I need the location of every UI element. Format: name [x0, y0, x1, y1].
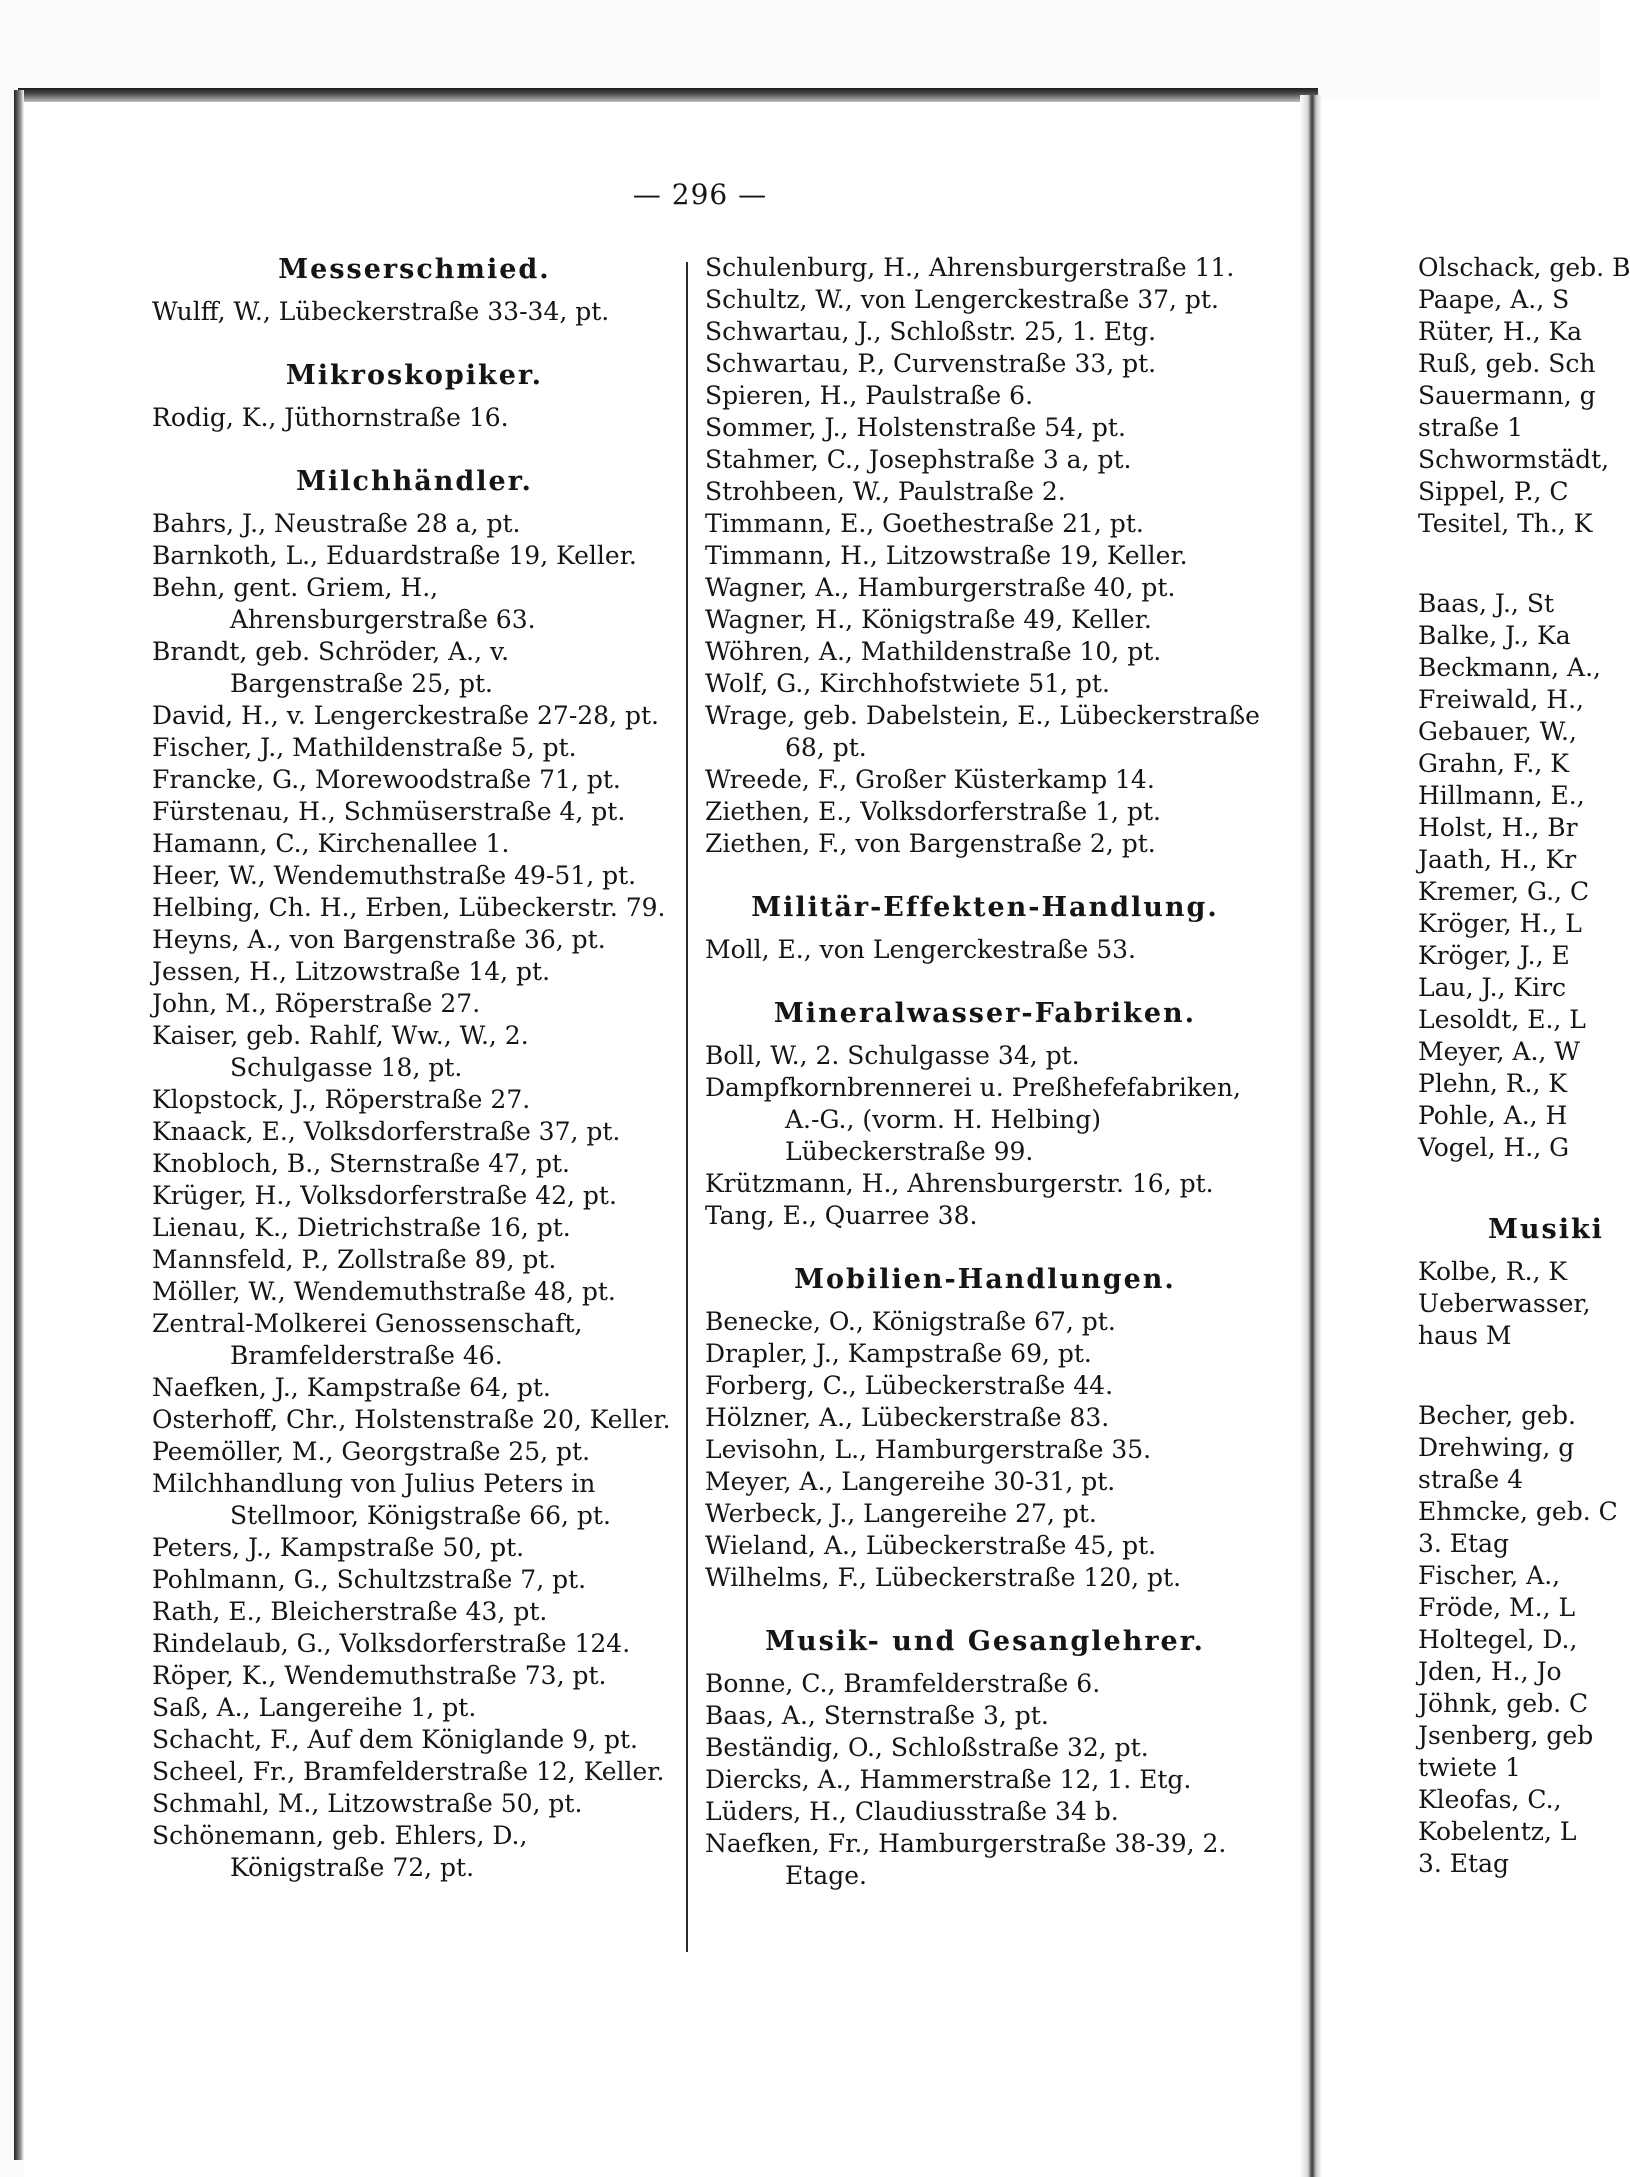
directory-entry: Wreede, F., Großer Küsterkamp 14.: [705, 765, 1155, 794]
directory-section: [705, 996, 1265, 1232]
directory-entry: Ziethen, E., Volksdorferstraße 1, pt.: [705, 797, 1161, 826]
section-heading: Milchhändler.: [296, 466, 533, 497]
directory-entry: Holtegel, D.,: [1418, 1625, 1578, 1654]
directory-entry: Klopstock, J., Röperstraße 27.: [152, 1085, 531, 1114]
directory-entry: Grahn, F., K: [1418, 749, 1569, 778]
directory-entry: Ziethen, F., von Bargenstraße 2, pt.: [705, 829, 1156, 858]
directory-entry: Timmann, E., Goethestraße 21, pt.: [705, 509, 1144, 538]
book-gutter: [1300, 95, 1322, 2177]
directory-entry: Meyer, A., Langereihe 30-31, pt.: [705, 1467, 1116, 1496]
directory-entry: Bonne, C., Bramfelderstraße 6.: [705, 1669, 1101, 1698]
directory-entry: Hölzner, A., Lübeckerstraße 83.: [705, 1403, 1110, 1432]
directory-entry: John, M., Röperstraße 27.: [152, 989, 481, 1018]
directory-entry: Wolf, G., Kirchhofstwiete 51, pt.: [705, 669, 1110, 698]
directory-entry: Rüter, H., Ka: [1418, 317, 1583, 346]
middle-column: [705, 252, 1265, 1892]
directory-entry: Schwartau, J., Schloßstr. 25, 1. Etg.: [705, 317, 1157, 346]
directory-entry: Jden, H., Jo: [1418, 1657, 1562, 1686]
directory-entry: Pohle, A., H: [1418, 1101, 1568, 1130]
directory-entry: twiete 1: [1418, 1753, 1521, 1782]
directory-entry: Schulenburg, H., Ahrensburgerstraße 11.: [705, 253, 1235, 282]
directory-entry: Levisohn, L., Hamburgerstraße 35.: [705, 1435, 1152, 1464]
directory-entry: Krüger, H., Volksdorferstraße 42, pt.: [152, 1181, 617, 1210]
directory-entry: Moll, E., von Lengerckestraße 53.: [705, 935, 1136, 964]
directory-entry: Schultz, W., von Lengerckestraße 37, pt.: [705, 285, 1219, 314]
directory-section: [1418, 588, 1600, 1164]
directory-entry: Lienau, K., Dietrichstraße 16, pt.: [152, 1213, 571, 1242]
directory-entry: Diercks, A., Hammerstraße 12, 1. Etg.: [705, 1765, 1192, 1794]
directory-entry: Sauermann, g: [1418, 381, 1596, 410]
directory-entry: Lesoldt, E., L: [1418, 1005, 1586, 1034]
directory-entry: Dampfkornbrennerei u. Preßhefefabriken, A.-G., (vorm. H. Helbing) Lübeckerstraße 99.: [705, 1073, 1241, 1166]
directory-entry: Pohlmann, G., Schultzstraße 7, pt.: [152, 1565, 587, 1594]
directory-entry: Fürstenau, H., Schmüserstraße 4, pt.: [152, 797, 626, 826]
directory-entry: Ehmcke, geb. C: [1418, 1497, 1618, 1526]
directory-entry: Jessen, H., Litzowstraße 14, pt.: [152, 957, 551, 986]
directory-section: [705, 890, 1265, 966]
section-heading: Mobilien-Handlungen.: [794, 1264, 1176, 1295]
directory-entry: Gebauer, W.,: [1418, 717, 1577, 746]
directory-entry: Freiwald, H.,: [1418, 685, 1584, 714]
directory-entry: Knobloch, B., Sternstraße 47, pt.: [152, 1149, 570, 1178]
directory-entry: Jaath, H., Kr: [1418, 845, 1577, 874]
directory-entry: Fischer, J., Mathildenstraße 5, pt.: [152, 733, 577, 762]
directory-entry: Kremer, G., C: [1418, 877, 1590, 906]
directory-section: [705, 1262, 1265, 1594]
directory-entry: Fischer, A.,: [1418, 1561, 1561, 1590]
directory-entry: Lau, J., Kirc: [1418, 973, 1567, 1002]
section-heading: Musiki: [1488, 1214, 1604, 1245]
directory-entry: Helbing, Ch. H., Erben, Lübeckerstr. 79.: [152, 893, 666, 922]
directory-entry: Wrage, geb. Dabelstein, E., Lübeckerstraße 68, pt.: [705, 701, 1260, 762]
directory-entry: Bahrs, J., Neustraße 28 a, pt.: [152, 509, 521, 538]
directory-entry: Plehn, R., K: [1418, 1069, 1568, 1098]
directory-entry: Werbeck, J., Langereihe 27, pt.: [705, 1499, 1097, 1528]
directory-entry: Tang, E., Quarree 38.: [705, 1201, 978, 1230]
directory-entry: Paape, A., S: [1418, 285, 1570, 314]
directory-entry: Wagner, H., Königstraße 49, Keller.: [705, 605, 1152, 634]
directory-entry: Tesitel, Th., K: [1418, 509, 1593, 538]
directory-entry: Becher, geb.: [1418, 1401, 1576, 1430]
directory-entry: Naefken, J., Kampstraße 64, pt.: [152, 1373, 551, 1402]
directory-entry: Wilhelms, F., Lübeckerstraße 120, pt.: [705, 1563, 1182, 1592]
directory-entry: Naefken, Fr., Hamburgerstraße 38-39, 2. Etage.: [705, 1829, 1227, 1890]
directory-entry: Schwartau, P., Curvenstraße 33, pt.: [705, 349, 1157, 378]
directory-entry: Sippel, P., C: [1418, 477, 1569, 506]
directory-entry: Sommer, J., Holstenstraße 54, pt.: [705, 413, 1126, 442]
directory-entry: Mannsfeld, P., Zollstraße 89, pt.: [152, 1245, 557, 1274]
directory-entry: Stahmer, C., Josephstraße 3 a, pt.: [705, 445, 1132, 474]
directory-entry: Wieland, A., Lübeckerstraße 45, pt.: [705, 1531, 1157, 1560]
directory-entry: Baas, A., Sternstraße 3, pt.: [705, 1701, 1049, 1730]
directory-entry: Rindelaub, G., Volksdorferstraße 124.: [152, 1629, 631, 1658]
directory-entry: Holst, H., Br: [1418, 813, 1578, 842]
page-number: — 296 —: [632, 178, 768, 211]
directory-entry: Beckmann, A.,: [1418, 653, 1601, 682]
directory-section: [152, 464, 677, 1884]
directory-entry: Fröde, M., L: [1418, 1593, 1576, 1622]
directory-section: [705, 252, 1265, 860]
right-page-fragment-column: [1418, 252, 1630, 1880]
directory-entry: Spieren, H., Paulstraße 6.: [705, 381, 1034, 410]
directory-entry: Peemöller, M., Georgstraße 25, pt.: [152, 1437, 591, 1466]
directory-entry: Lüders, H., Claudiusstraße 34 b.: [705, 1797, 1119, 1826]
directory-entry: Kobelentz, L: [1418, 1817, 1577, 1846]
directory-entry: Benecke, O., Königstraße 67, pt.: [705, 1307, 1116, 1336]
directory-entry: straße 1: [1418, 413, 1524, 442]
directory-entry: Brandt, geb. Schröder, A., v. Bargenstraße 25, pt.: [152, 637, 510, 698]
directory-entry: Schacht, F., Auf dem Königlande 9, pt.: [152, 1725, 638, 1754]
directory-entry: Olschack, geb. B: [1418, 253, 1630, 282]
directory-entry: Barnkoth, L., Eduardstraße 19, Keller.: [152, 541, 637, 570]
directory-entry: Heyns, A., von Bargenstraße 36, pt.: [152, 925, 606, 954]
directory-entry: Meyer, A., W: [1418, 1037, 1580, 1066]
section-heading: Musik- und Gesanglehrer.: [765, 1626, 1205, 1657]
column-divider: [686, 262, 688, 1952]
directory-entry: Kolbe, R., K: [1418, 1257, 1568, 1286]
directory-entry: Wulff, W., Lübeckerstraße 33-34, pt.: [152, 297, 610, 326]
directory-entry: Peters, J., Kampstraße 50, pt.: [152, 1533, 525, 1562]
directory-entry: 3. Etag: [1418, 1849, 1510, 1878]
directory-entry: Hillmann, E.,: [1418, 781, 1585, 810]
directory-section: [1418, 252, 1630, 540]
directory-entry: Rath, E., Bleicherstraße 43, pt.: [152, 1597, 548, 1626]
directory-entry: Schwormstädt,: [1418, 445, 1610, 474]
directory-entry: Knaack, E., Volksdorferstraße 37, pt.: [152, 1117, 621, 1146]
section-heading: Militär-Effekten-Handlung.: [751, 892, 1219, 923]
directory-section: [1418, 1212, 1604, 1352]
directory-section: [1418, 1400, 1618, 1880]
directory-entry: 3. Etag: [1418, 1529, 1510, 1558]
directory-entry: Kleofas, C.,: [1418, 1785, 1562, 1814]
section-heading: Messerschmied.: [278, 254, 551, 285]
directory-entry: Heer, W., Wendemuthstraße 49-51, pt.: [152, 861, 637, 890]
directory-entry: Scheel, Fr., Bramfelderstraße 12, Keller.: [152, 1757, 665, 1786]
directory-entry: Schönemann, geb. Ehlers, D., Königstraße 72, pt.: [152, 1821, 528, 1882]
directory-entry: Drehwing, g: [1418, 1433, 1575, 1462]
directory-entry: Rodig, K., Jüthornstraße 16.: [152, 403, 509, 432]
directory-entry: Saß, A., Langereihe 1, pt.: [152, 1693, 477, 1722]
directory-entry: David, H., v. Lengerckestraße 27-28, pt.: [152, 701, 659, 730]
directory-entry: straße 4: [1418, 1465, 1524, 1494]
directory-entry: Ueberwasser,: [1418, 1289, 1591, 1318]
directory-entry: Möller, W., Wendemuthstraße 48, pt.: [152, 1277, 616, 1306]
directory-entry: Zentral-Molkerei Genossenschaft, Bramfelderstraße 46.: [152, 1309, 583, 1370]
directory-entry: Vogel, H., G: [1418, 1133, 1570, 1162]
directory-section: [705, 1624, 1265, 1892]
directory-entry: Boll, W., 2. Schulgasse 34, pt.: [705, 1041, 1080, 1070]
section-heading: Mineralwasser-Fabriken.: [773, 998, 1197, 1029]
directory-entry: Röper, K., Wendemuthstraße 73, pt.: [152, 1661, 607, 1690]
directory-entry: Hamann, C., Kirchenallee 1.: [152, 829, 510, 858]
directory-entry: Behn, gent. Griem, H., Ahrensburgerstraße 63.: [152, 573, 536, 634]
page-edge-shadow-top: [18, 88, 1318, 102]
left-column: [152, 252, 677, 1884]
directory-entry: Krützmann, H., Ahrensburgerstr. 16, pt.: [705, 1169, 1214, 1198]
directory-entry: Wagner, A., Hamburgerstraße 40, pt.: [705, 573, 1176, 602]
directory-entry: Wöhren, A., Mathildenstraße 10, pt.: [705, 637, 1162, 666]
directory-entry: Baas, J., St: [1418, 589, 1554, 618]
directory-entry: Strohbeen, W., Paulstraße 2.: [705, 477, 1066, 506]
directory-entry: Osterhoff, Chr., Holstenstraße 20, Keller.: [152, 1405, 671, 1434]
directory-entry: Milchhandlung von Julius Peters in Stellmoor, Königstraße 66, pt.: [152, 1469, 611, 1530]
section-heading: Mikroskopiker.: [285, 360, 544, 391]
directory-entry: Ruß, geb. Sch: [1418, 349, 1596, 378]
directory-entry: Forberg, C., Lübeckerstraße 44.: [705, 1371, 1114, 1400]
directory-entry: haus M: [1418, 1321, 1512, 1350]
page-edge-shadow-left: [14, 90, 24, 2160]
directory-entry: Kröger, H., L: [1418, 909, 1582, 938]
directory-entry: Balke, J., Ka: [1418, 621, 1571, 650]
directory-entry: Drapler, J., Kampstraße 69, pt.: [705, 1339, 1092, 1368]
directory-entry: Francke, G., Morewoodstraße 71, pt.: [152, 765, 621, 794]
directory-entry: Timmann, H., Litzowstraße 19, Keller.: [705, 541, 1188, 570]
directory-section: [152, 252, 677, 328]
directory-entry: Jsenberg, geb: [1418, 1721, 1594, 1750]
directory-entry: Schmahl, M., Litzowstraße 50, pt.: [152, 1789, 583, 1818]
directory-entry: Beständig, O., Schloßstraße 32, pt.: [705, 1733, 1149, 1762]
directory-entry: Kaiser, geb. Rahlf, Ww., W., 2. Schulgasse 18, pt.: [152, 1021, 529, 1082]
directory-entry: Jöhnk, geb. C: [1418, 1689, 1589, 1718]
directory-section: [152, 358, 677, 434]
directory-entry: Kröger, J., E: [1418, 941, 1570, 970]
